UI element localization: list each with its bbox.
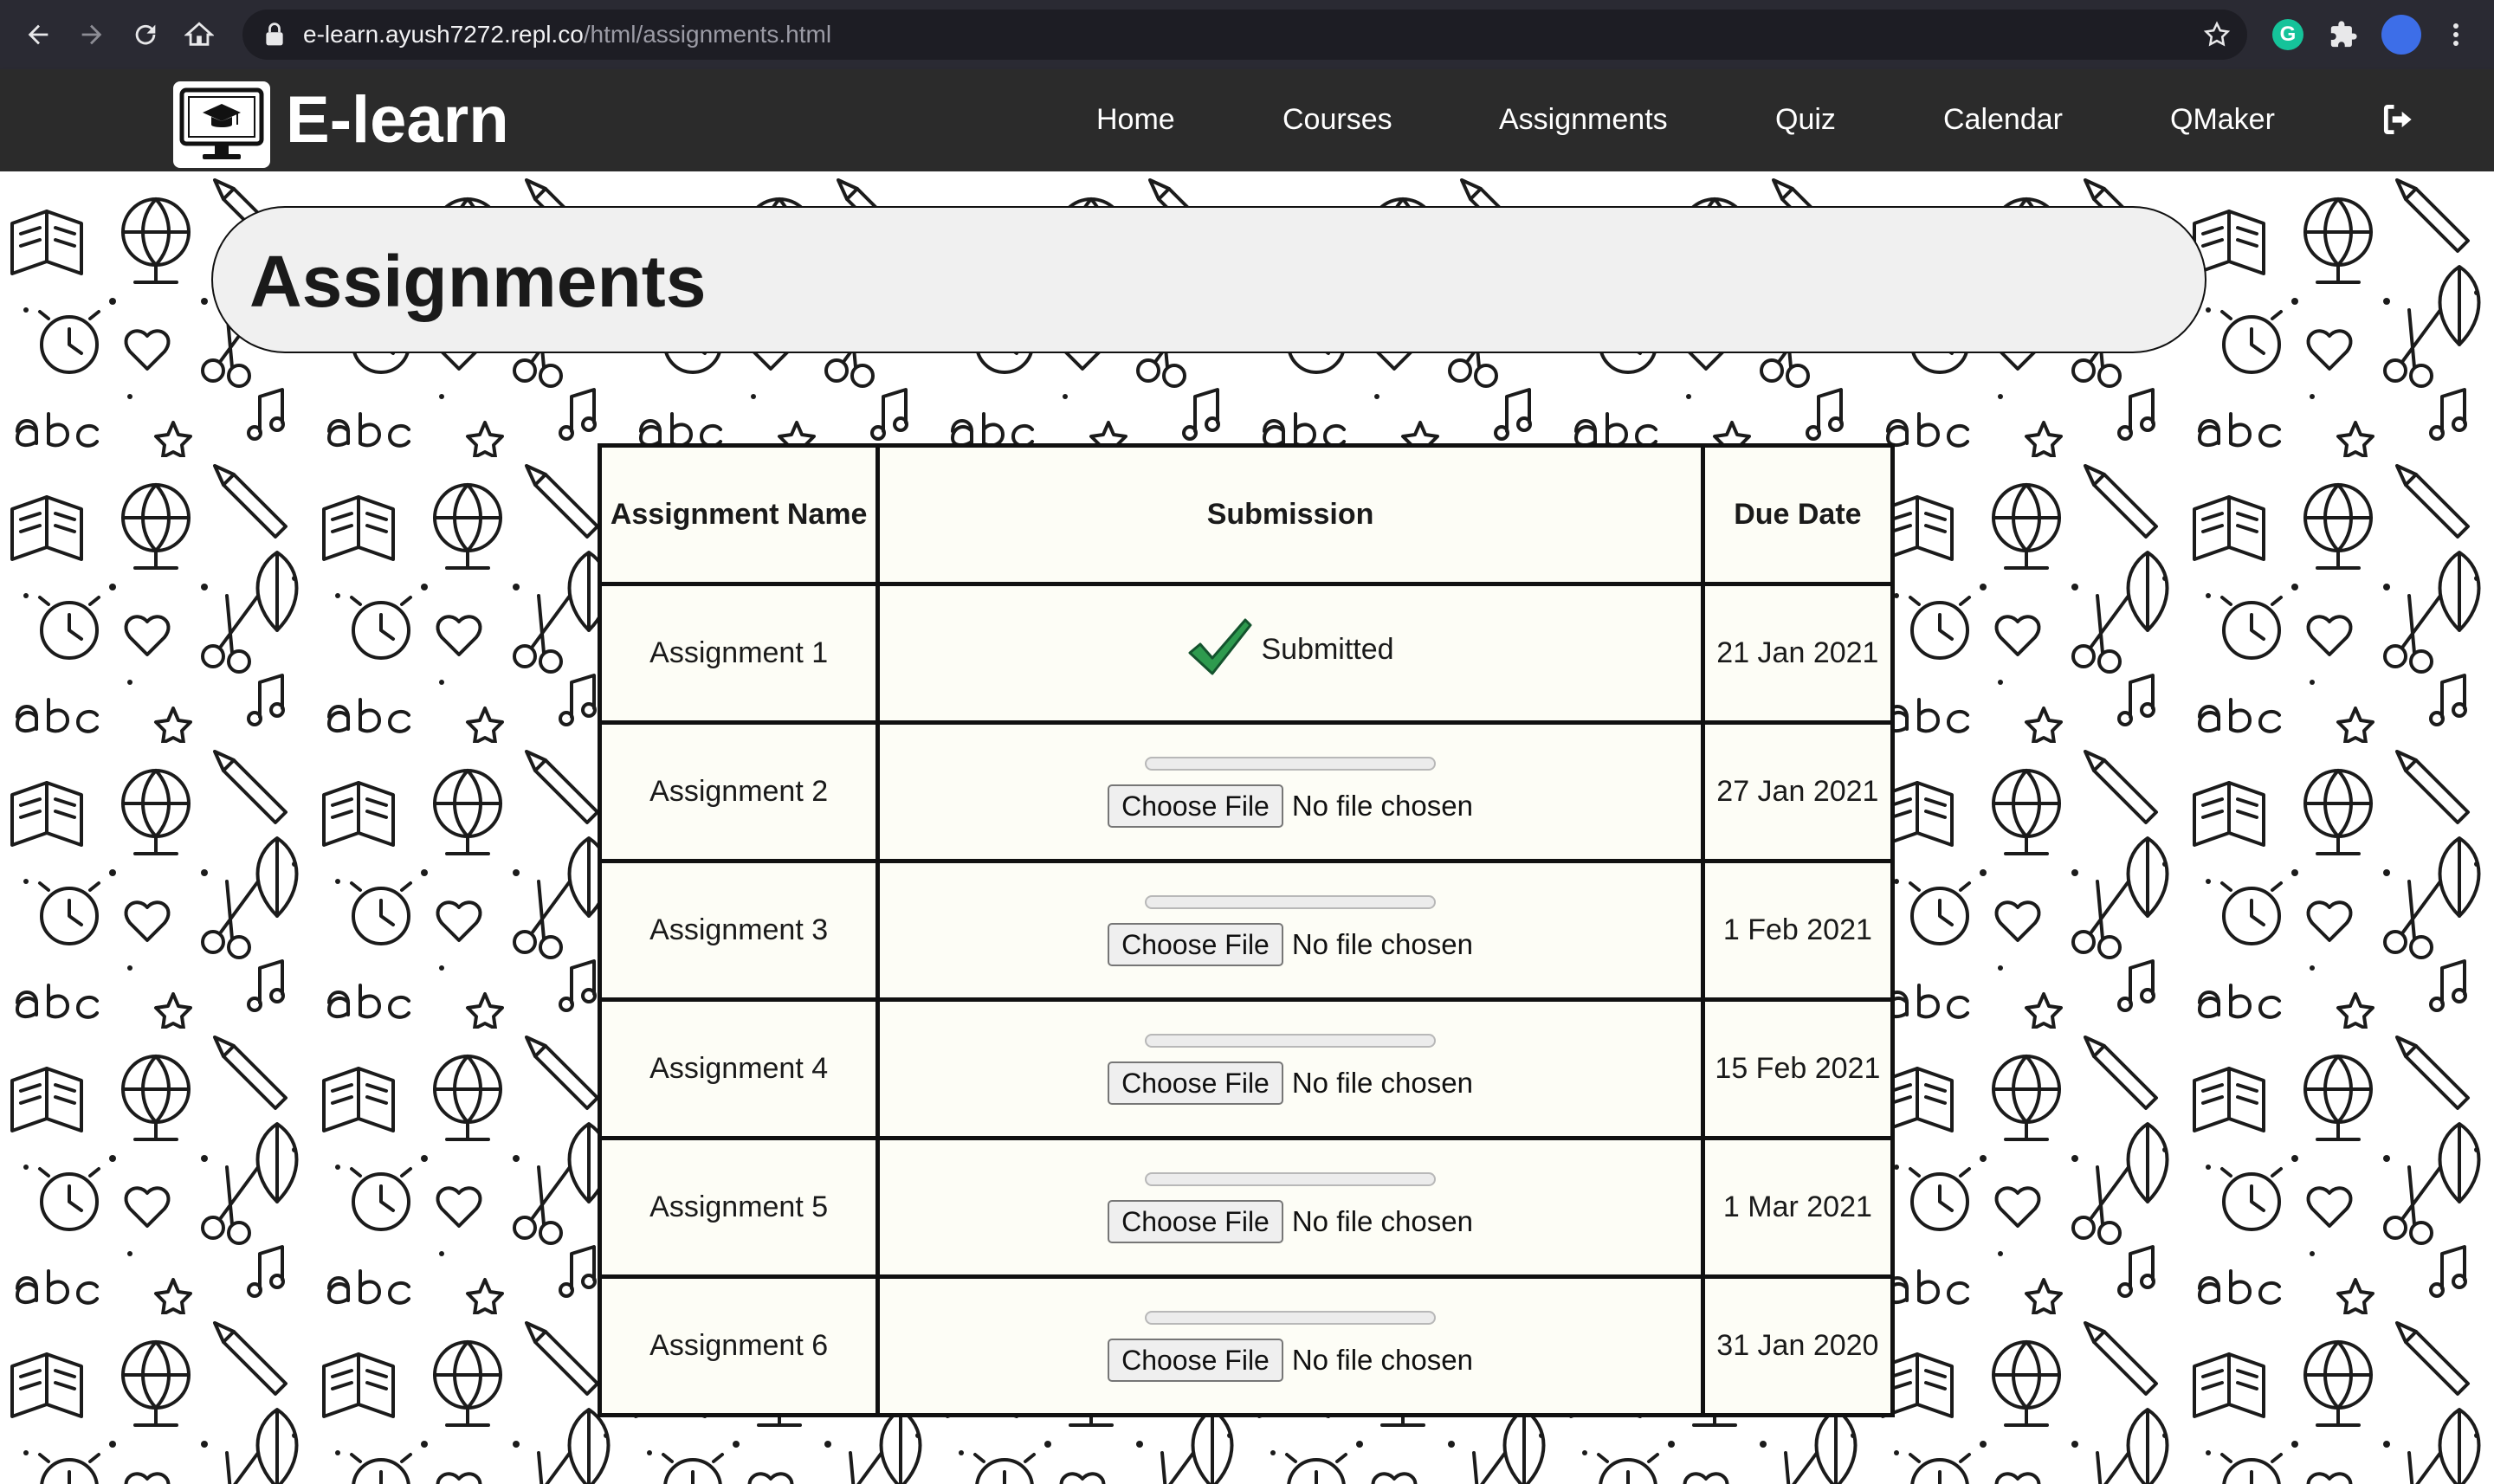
header-assignment-name: Assignment Name <box>600 446 878 584</box>
table-row <box>600 723 1893 861</box>
assignment-name: Assignment 6 <box>600 1277 878 1416</box>
submission-cell <box>878 1277 1703 1416</box>
assignments-table <box>598 443 1895 1417</box>
submission-cell <box>878 861 1703 1000</box>
site-navbar <box>0 69 2494 171</box>
upload-progress-bar <box>1145 1034 1436 1048</box>
nav-calendar[interactable]: Calendar <box>1943 103 2063 136</box>
nav-home[interactable]: Home <box>1096 103 1175 136</box>
due-date: 1 Feb 2021 <box>1703 861 1892 1000</box>
table-row <box>600 1277 1893 1416</box>
table-row <box>600 861 1893 1000</box>
file-status: No file chosen <box>1291 1204 1473 1237</box>
back-icon[interactable] <box>16 12 61 57</box>
submission-cell <box>878 584 1703 723</box>
submission-cell <box>878 1000 1703 1139</box>
file-status: No file chosen <box>1291 789 1473 822</box>
check-icon <box>1186 618 1252 681</box>
forward-icon[interactable] <box>69 12 114 57</box>
file-status: No file chosen <box>1291 927 1473 960</box>
choose-file-button[interactable]: Choose File <box>1108 923 1283 966</box>
nav-courses[interactable]: Courses <box>1283 103 1392 136</box>
grammarly-letter: G <box>2279 23 2297 46</box>
file-upload-input[interactable] <box>1108 1339 1473 1382</box>
table-row <box>600 1139 1893 1277</box>
header-due-date: Due Date <box>1703 446 1892 584</box>
due-date: 1 Mar 2021 <box>1703 1139 1892 1277</box>
address-bar[interactable] <box>242 10 2247 60</box>
bookmark-star-icon[interactable] <box>2202 20 2232 49</box>
due-date: 27 Jan 2021 <box>1703 723 1892 861</box>
nav-assignments[interactable]: Assignments <box>1499 103 1668 136</box>
table-row <box>600 584 1893 723</box>
file-status: No file chosen <box>1291 1343 1473 1376</box>
choose-file-button[interactable]: Choose File <box>1108 1200 1283 1243</box>
url-path: /html/assignments.html <box>583 21 832 48</box>
choose-file-button[interactable]: Choose File <box>1108 784 1283 828</box>
choose-file-button[interactable]: Choose File <box>1108 1061 1283 1105</box>
grammarly-extension-icon[interactable] <box>2272 19 2303 50</box>
brand-name[interactable]: E-learn <box>286 83 509 157</box>
nav-qmaker[interactable]: QMaker <box>2170 103 2275 136</box>
due-date: 15 Feb 2021 <box>1703 1000 1892 1139</box>
due-date: 31 Jan 2020 <box>1703 1277 1892 1416</box>
submission-cell <box>878 723 1703 861</box>
upload-progress-bar <box>1145 895 1436 909</box>
content-area <box>0 171 2494 1484</box>
table-row <box>600 1000 1893 1139</box>
choose-file-button[interactable]: Choose File <box>1108 1339 1283 1382</box>
page-title: Assignments <box>249 241 707 322</box>
header-submission: Submission <box>878 446 1703 584</box>
url-host: e-learn.ayush7272.repl.co <box>303 21 584 48</box>
upload-progress-bar <box>1145 1311 1436 1325</box>
file-upload-input[interactable] <box>1108 1200 1473 1243</box>
file-upload-input[interactable] <box>1108 784 1473 828</box>
computer-graduation-cap-icon <box>177 85 267 165</box>
submitted-label: Submitted <box>1261 632 1394 666</box>
upload-progress-bar <box>1145 1172 1436 1186</box>
browser-toolbar <box>0 0 2494 69</box>
page-title-banner <box>211 206 2206 353</box>
nav-quiz[interactable]: Quiz <box>1775 103 1836 136</box>
file-status: No file chosen <box>1291 1066 1473 1099</box>
table-header-row <box>600 446 1893 584</box>
assignment-name: Assignment 5 <box>600 1139 878 1277</box>
reload-icon[interactable] <box>123 12 168 57</box>
home-icon[interactable] <box>177 12 222 57</box>
upload-progress-bar <box>1145 757 1436 771</box>
submitted-status <box>1186 618 1393 681</box>
logout-icon[interactable] <box>2380 100 2418 139</box>
file-upload-input[interactable] <box>1108 1061 1473 1105</box>
submission-cell <box>878 1139 1703 1277</box>
assignment-name: Assignment 4 <box>600 1000 878 1139</box>
assignment-name: Assignment 1 <box>600 584 878 723</box>
more-menu-icon[interactable] <box>2439 17 2473 52</box>
assignment-name: Assignment 3 <box>600 861 878 1000</box>
file-upload-input[interactable] <box>1108 923 1473 966</box>
due-date: 21 Jan 2021 <box>1703 584 1892 723</box>
extensions-puzzle-icon[interactable] <box>2326 17 2361 52</box>
profile-avatar[interactable] <box>2381 15 2421 55</box>
elearn-logo[interactable] <box>173 81 270 168</box>
lock-icon <box>265 23 284 47</box>
assignment-name: Assignment 2 <box>600 723 878 861</box>
